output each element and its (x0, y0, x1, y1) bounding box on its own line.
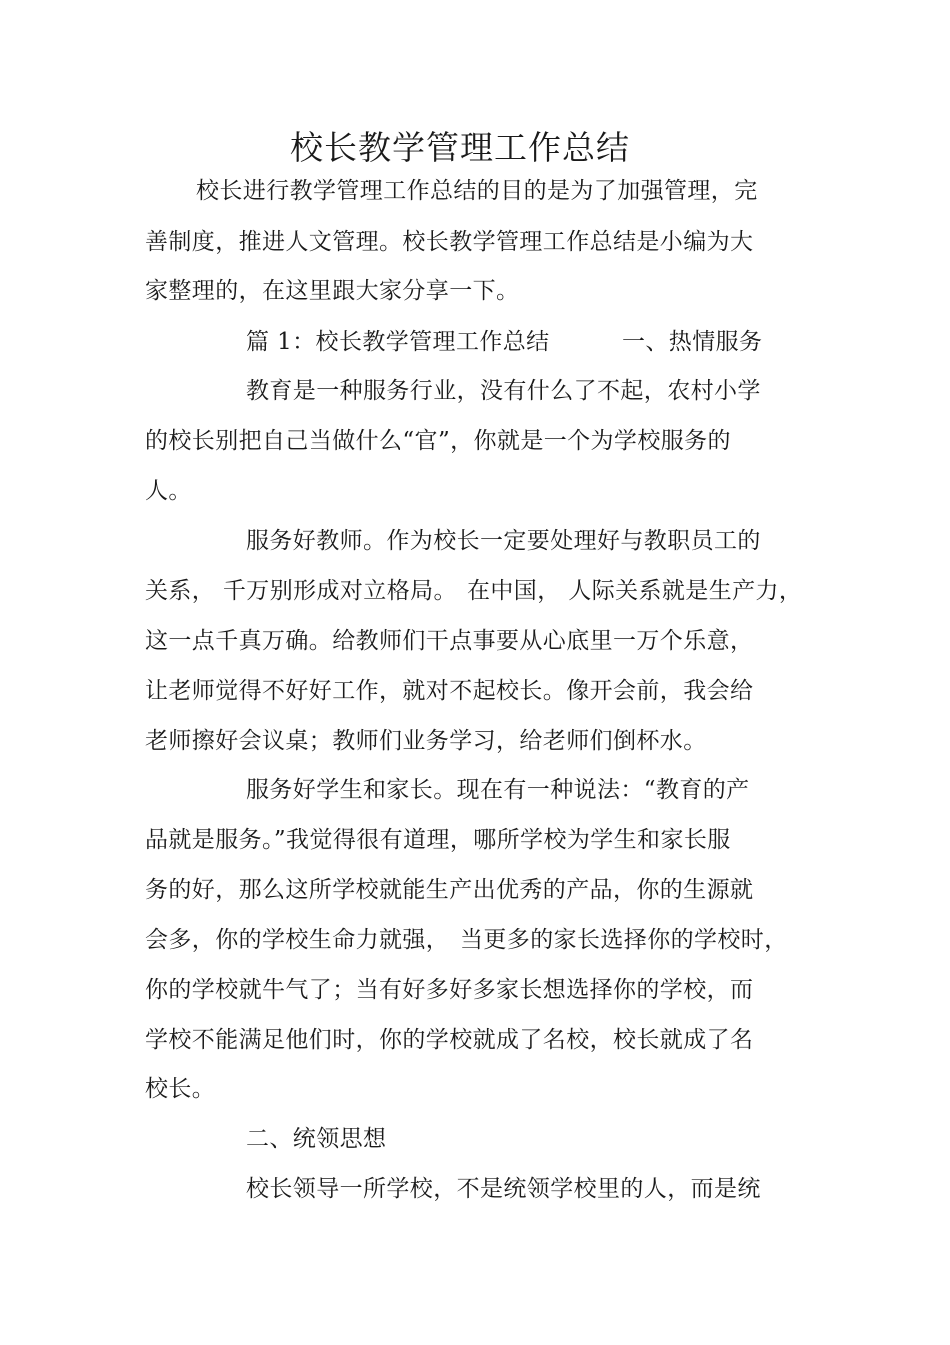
section-heading: 一、热情服务 (622, 329, 763, 355)
document-title: 校长教学管理工作总结 (290, 128, 630, 167)
text-line: 服务好学生和家长。现在有一种说法：“教育的产 (246, 777, 750, 803)
text-line: 教育是一种服务行业，没有什么了不起，农村小学 (246, 378, 761, 404)
text-line: 校长进行教学管理工作总结的目的是为了加强管理，完 (196, 178, 758, 204)
text-line: 校长。 (145, 1076, 216, 1102)
text-line: 学校不能满足他们时，你的学校就成了名校，校长就成了名 (145, 1027, 754, 1053)
text-line: 家整理的，在这里跟大家分享一下。 (145, 278, 520, 304)
text-line: 关系， 千万别形成对立格局。 (145, 578, 457, 604)
text-line: 校长领导一所学校，不是统领学校里的人，而是统 (246, 1176, 761, 1202)
text-line: 这一点千真万确。给教师们干点事要从心底里一万个乐意， (145, 628, 754, 654)
text-line: 你的学校就牛气了；当有好多好多家长想选择你的学校，而 (145, 977, 754, 1003)
text-line: 让老师觉得不好好工作，就对不起校长。像开会前，我会给 (145, 678, 754, 704)
text-line: 品就是服务。”我觉得很有道理，哪所学校为学生和家长服 (145, 827, 731, 853)
text-line: 会多，你的学校生命力就强， (145, 927, 450, 953)
text-line: 服务好教师。作为校长一定要处理好与教职员工的 (246, 528, 761, 554)
text-line: 务的好，那么这所学校就能生产出优秀的产品，你的生源就 (145, 877, 754, 903)
text-line: 的校长别把自己当做什么“官”，你就是一个为学校服务的 (145, 428, 731, 454)
text-line: 老师擦好会议桌；教师们业务学习，给老师们倒杯水。 (145, 728, 707, 754)
text-line: 善制度，推进人文管理。校长教学管理工作总结是小编为大 (145, 229, 754, 255)
section-heading: 二、统领思想 (246, 1126, 387, 1152)
text-line: 在中国， 人际关系就是生产力， (467, 578, 803, 604)
section-heading: 篇 1：校长教学管理工作总结 (246, 329, 550, 355)
text-line: 人。 (145, 478, 192, 504)
text-line: 当更多的家长选择你的学校时， (460, 927, 788, 953)
